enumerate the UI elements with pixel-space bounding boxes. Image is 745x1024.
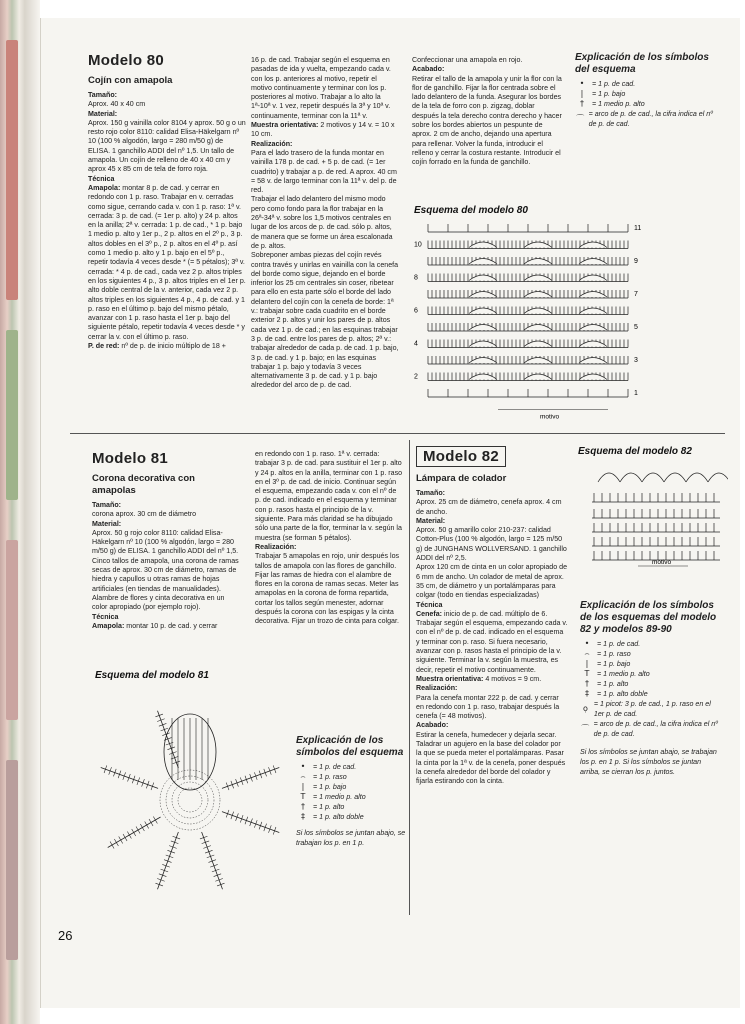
paragraph bbox=[416, 610, 568, 675]
picot-arc bbox=[686, 473, 708, 482]
row-number-label: 11 bbox=[634, 225, 642, 232]
legend-text: = 1 p. raso bbox=[597, 650, 631, 658]
paragraph-label: Acabado: bbox=[412, 65, 445, 74]
spoke-line bbox=[222, 812, 279, 833]
legend-item bbox=[575, 99, 715, 109]
row-number-label: 4 bbox=[414, 340, 418, 348]
paragraph bbox=[88, 175, 246, 184]
model-82-legend-note: Si los símbolos se juntan abajo, se trabajan los p. en 1 p. Si los símbolos se juntan arriba, se cierran los p. juntos. bbox=[580, 748, 717, 776]
chain-arc bbox=[579, 325, 607, 331]
model-82-title: Modelo 82 bbox=[416, 446, 506, 467]
legend-text: = 1 medio p. alto bbox=[592, 100, 645, 108]
chain-arc bbox=[469, 259, 497, 265]
paragraph bbox=[416, 731, 568, 740]
legend-item bbox=[575, 109, 715, 129]
model-81-legend-list bbox=[296, 762, 408, 822]
paragraph bbox=[255, 552, 403, 571]
paragraph-text: Trabajar 5 amapolas en rojo, unir después los tallos de amapola con las flores de ganchillo. bbox=[255, 552, 400, 570]
paragraph bbox=[88, 184, 246, 342]
stitch-symbol-icon: T bbox=[584, 669, 590, 678]
model-82-legend bbox=[580, 600, 720, 777]
paragraph-label: Muestra orientativa: bbox=[251, 121, 321, 130]
model-80-title: Modelo 80 bbox=[88, 52, 165, 69]
spoke-tick bbox=[114, 839, 118, 846]
picot-arc bbox=[620, 473, 642, 482]
paragraph bbox=[88, 100, 246, 109]
stitch-symbol-icon: ‡ bbox=[301, 812, 305, 821]
paragraph-label: Muestra orientativa: bbox=[416, 674, 486, 683]
paragraph-text: nº de p. de inicio múltiplo de 18 + bbox=[121, 342, 226, 351]
paragraph bbox=[251, 149, 399, 195]
paragraph-text: Sobreponer ambas piezas del cojín revés contra través y unirlas en vainilla con la cenefa del borde como sigue, dejando en el borde inferior los 25 cm centrales sin coser, ribetear para ello en esta parte sólo el borde del lado delantero del cojín con la cenefa de borde: 1ª v.: trabajar sobre cada cuadrito en el borde exterior 2 p. altos y unir los pares de p. altos cada vez 1 p. de cad.; en las esquinas trabajar 3 p. de cad. entre los pares de p. altos; 2ª v.: trabajar alrededor de cada p. de cad. 1 p. bajo, 3 p. de cad. y 1 p. bajo; en las esquinas trabajar 1 p. bajo y todavía 3 veces alternativamente 3 p. de cad. y 1 p. bajo alrededor del arco de p. de cad. bbox=[251, 251, 399, 390]
spoke-tick bbox=[123, 834, 127, 841]
model-80-finishing-text bbox=[412, 56, 562, 168]
legend-item bbox=[580, 679, 720, 689]
legend-item bbox=[580, 649, 720, 659]
paragraph bbox=[251, 121, 399, 140]
legend-item bbox=[296, 782, 408, 792]
paragraph-text: Aprox 120 cm de cinta en un color apropiado de 6 mm de ancho. Un colador de metal de aprox. 35 cm, de diámetro y un portalámparas para colgar (todo en tiendas especializadas) bbox=[416, 563, 568, 600]
stitch-symbol-icon: | bbox=[301, 782, 305, 791]
picot-arc bbox=[598, 473, 620, 482]
legend-item bbox=[580, 639, 720, 649]
chain-arc bbox=[469, 358, 497, 364]
spoke-line bbox=[202, 832, 223, 889]
picot-arc bbox=[664, 473, 686, 482]
chain-arc bbox=[579, 374, 607, 380]
paragraph-text: Cinco tallos de amapola, una corona de ramas secas de aprox. 30 cm de diámetro, ramas de hiedra y capullos u otras ramas de hojas artificiales (en tiendas de manualidades). Alambre de flores y cinta decorativa en un color apropiado (por ejemplo rojo). bbox=[92, 556, 239, 612]
model-82-column-1 bbox=[416, 446, 568, 787]
paragraph bbox=[251, 56, 399, 121]
legend-text: = arco de p. de cad., la cifra indica el nº de p. de cad. bbox=[588, 110, 713, 128]
model-80-column-2 bbox=[251, 56, 399, 391]
stitch-symbol-icon: • bbox=[300, 762, 306, 771]
paragraph bbox=[416, 563, 568, 600]
paragraph-label: Técnica bbox=[416, 600, 443, 609]
paragraph-label: Amapola: bbox=[92, 621, 127, 630]
row-number-label: 8 bbox=[414, 274, 418, 282]
chain-arc bbox=[579, 242, 607, 248]
round-ring bbox=[178, 788, 202, 812]
paragraph bbox=[92, 557, 240, 613]
model-80-legend-list bbox=[575, 79, 715, 129]
model-80-column-3 bbox=[412, 56, 562, 168]
model-80-text bbox=[88, 91, 246, 351]
paragraph-text: Para el lado trasero de la funda montar en vainilla 178 p. de cad. + 5 p. de cad. (= 1er cuadrito) y trabajar a p. de red. A aprox. 40 cm = 58 v. de largo terminar con la 11ª v. del p. de red. bbox=[251, 148, 397, 195]
paragraph-text: Aprox. 150 g vainilla color 8104 y aprox. 50 g o un resto rojo color 8110: calidad Elisa-Häkelgarn nº 10 (100 % algodón, largo = 280 m/50 g) de ELISA. 1 ganchillo ADDI del nº 1,5. Un tallo de amapola. Un cojín de relleno de 40 x 40 cm y aprox 45 x 85 cm de tela de forro roja. bbox=[88, 118, 246, 174]
stitch-symbol-icon: | bbox=[585, 659, 589, 668]
legend-text: = 1 p. alto doble bbox=[313, 813, 364, 821]
paragraph-text: 4 motivos = 9 cm. bbox=[485, 674, 542, 683]
paragraph-text: Retirar el tallo de la amapola y unir la flor con la flor de ganchillo. Fijar la flor centrada sobre el lado delantero de la funda. Asegurar los bordes de la tela de forro con p. zigzag, doblar después la tela derecho contra derecho y hacer sobre los bordes abiertos un pespunte de aprox. 2 cm de ancho, dejando una apertura para rellenar. Volver la funda, introducir el relleno y cerrar la costura restante. Introducir el cojín forrado en la funda de ganchillo. bbox=[412, 74, 562, 167]
paragraph bbox=[416, 740, 568, 786]
stitch-symbol-icon: T bbox=[300, 792, 306, 801]
paragraph bbox=[88, 342, 246, 351]
paragraph bbox=[412, 75, 562, 168]
model-81-text-continued bbox=[255, 450, 403, 627]
row-number-label: 5 bbox=[634, 324, 638, 331]
legend-text: = 1 p. de cad. bbox=[313, 763, 357, 771]
chain-arc bbox=[579, 308, 607, 314]
legend-item bbox=[296, 812, 408, 822]
model-80-column-1 bbox=[88, 52, 246, 351]
paragraph-text: Para la cenefa montar 222 p. de cad. y cerrar en redondo con 1 p. raso, trabajar después la cenefa (= 48 motivos). bbox=[416, 693, 560, 721]
row-number-label: 6 bbox=[414, 307, 418, 315]
row-number-label: 9 bbox=[634, 258, 638, 265]
paragraph bbox=[92, 613, 240, 622]
chain-arc bbox=[579, 275, 607, 281]
row-number-label: 7 bbox=[634, 291, 638, 298]
paragraph-label: Tamaño: bbox=[92, 501, 122, 509]
section-divider bbox=[70, 433, 725, 434]
paragraph-text: 2 motivos y 14 v. = 10 x 10 cm. bbox=[251, 121, 395, 139]
paragraph bbox=[416, 498, 568, 517]
paragraph bbox=[416, 694, 568, 722]
paragraph-text: montar 10 p. de cad. y cerrar bbox=[126, 621, 218, 630]
spoke-tick bbox=[110, 842, 114, 849]
paragraph bbox=[88, 91, 246, 100]
paragraph-label: Material: bbox=[92, 519, 122, 528]
motif-label: motivo bbox=[540, 413, 560, 421]
paragraph-text: Aprox. 40 x 40 cm bbox=[88, 100, 146, 109]
column-divider bbox=[409, 440, 410, 915]
chain-arc bbox=[579, 292, 607, 298]
model-81-subtitle: Corona decorativa con amapolas bbox=[92, 473, 195, 496]
paragraph-label: Técnica bbox=[92, 612, 119, 621]
legend-item bbox=[580, 659, 720, 669]
paragraph-label: Acabado: bbox=[416, 721, 449, 730]
stitch-symbol-icon: ⌢ bbox=[300, 772, 306, 781]
legend-text: = 1 p. raso bbox=[313, 773, 347, 781]
stitch-symbol-icon: ⌒ bbox=[576, 114, 585, 123]
stitch-symbol-icon: | bbox=[580, 89, 584, 98]
model-82-subtitle: Lámpara de colador bbox=[416, 473, 507, 484]
spoke-line bbox=[222, 768, 279, 789]
chain-arc bbox=[469, 325, 497, 331]
paragraph bbox=[92, 510, 240, 519]
legend-item bbox=[296, 802, 408, 812]
chain-arc bbox=[469, 292, 497, 298]
model-82-text bbox=[416, 489, 568, 787]
chain-arc bbox=[469, 308, 497, 314]
model-80-legend bbox=[575, 52, 715, 129]
spoke-tick bbox=[149, 819, 153, 826]
model-82-scheme-title: Esquema del modelo 82 bbox=[578, 446, 692, 457]
stitch-symbol-icon: ⌒ bbox=[581, 724, 590, 733]
chain-arc bbox=[469, 341, 497, 347]
chain-arc bbox=[469, 374, 497, 380]
paragraph-label: Material: bbox=[88, 109, 118, 118]
stitch-symbol-icon: ⌢ bbox=[584, 649, 590, 658]
paragraph bbox=[412, 56, 562, 65]
legend-text: = 1 p. bajo bbox=[592, 90, 626, 98]
model-81-text bbox=[92, 501, 240, 631]
paragraph bbox=[92, 529, 240, 557]
paragraph-text: inicio de p. de cad. múltiplo de 6. Trabajar según el esquema, empezando cada v. con el nº de p. de cad. indicado en el esquema y terminar con p. raso. Si fuera necesario, avanzar con p. rasos hasta el principio de la v. siguiente. Terminar la v. según la muestra, es decir, repetir el motivo continuamente. bbox=[416, 609, 568, 674]
paragraph-label: Material: bbox=[416, 516, 446, 525]
spoke-line bbox=[101, 768, 158, 789]
paragraph bbox=[251, 140, 399, 149]
legend-item bbox=[580, 689, 720, 699]
round-ring bbox=[172, 782, 208, 818]
paragraph-text: Aprox. 50 g amarillo color 210-237: calidad Cotton-Plus (100 % algodón, largo = 125 m/50 g) de JUNGHANS WOLLVERSAND. 1 ganchillo ADDI del nº 2,5. bbox=[416, 526, 567, 563]
paragraph bbox=[255, 543, 403, 552]
paragraph-text: Aprox. 25 cm de diámetro, cenefa aprox. 4 cm de ancho. bbox=[416, 498, 562, 516]
paragraph bbox=[92, 520, 240, 529]
legend-text: = 1 p. de cad. bbox=[597, 640, 641, 648]
round-ring bbox=[166, 776, 214, 824]
legend-text: = 1 p. alto bbox=[313, 803, 345, 811]
row-number-label: 1 bbox=[634, 390, 638, 397]
paragraph bbox=[92, 501, 240, 510]
spoke-line bbox=[158, 832, 179, 889]
legend-item bbox=[575, 89, 715, 99]
legend-text: = arco de p. de cad., la cifra indica el nº de p. de cad. bbox=[593, 720, 718, 738]
spoke-line bbox=[108, 817, 161, 848]
paragraph-text: Taladrar un agujero en la base del colador por la que se pueda meter el portalámparas. Pasar la cinta por la 1ª v. de la cenefa, poner después la cenefa alrededor del borde del colador y fijarla estirando con la cinta. bbox=[416, 740, 566, 786]
page-number: 26 bbox=[58, 928, 73, 943]
model-81-column-1 bbox=[92, 450, 240, 631]
paragraph bbox=[92, 622, 240, 631]
legend-text: = 1 p. alto bbox=[597, 680, 629, 688]
model-82-legend-list bbox=[580, 639, 720, 739]
spoke-tick bbox=[140, 824, 144, 831]
model-80-legend-title: Explicación de los símbolos del esquema bbox=[575, 52, 709, 75]
stitch-symbol-icon: • bbox=[579, 79, 585, 88]
legend-item bbox=[580, 719, 720, 739]
paragraph bbox=[416, 675, 568, 684]
paragraph bbox=[416, 517, 568, 526]
model-82-crochet-chart bbox=[578, 460, 728, 570]
spoke-tick bbox=[132, 829, 136, 836]
legend-item bbox=[580, 669, 720, 679]
legend-item bbox=[296, 772, 408, 782]
model-81-scheme-title: Esquema del modelo 81 bbox=[95, 670, 209, 681]
paragraph bbox=[416, 601, 568, 610]
paragraph bbox=[416, 721, 568, 730]
paragraph-label: Tamaño: bbox=[416, 489, 446, 497]
row-number-label: 3 bbox=[634, 357, 638, 364]
paragraph-text: Aprox. 50 g rojo color 8110: calidad Elisa-Häkelgarn nº 10 (100 % algodón, largo = 280 m/50 g) de ELISA. 1 ganchillo ADDI del nº 1,5. bbox=[92, 528, 239, 556]
picot-arc bbox=[708, 473, 728, 482]
model-81-column-2 bbox=[255, 450, 403, 627]
paragraph bbox=[251, 195, 399, 251]
paragraph bbox=[255, 450, 403, 543]
paragraph bbox=[88, 119, 246, 175]
spoke-tick bbox=[127, 832, 131, 839]
legend-text: = 1 picot: 3 p. de cad., 1 p. raso en el 1er p. de cad. bbox=[593, 700, 711, 718]
paragraph-text: en redondo con 1 p. raso. 1ª v. cerrada: trabajar 3 p. de cad. para sustituir el 1er p. alto y 24 p. altos en la anilla, terminar con 1 p. raso en el 3º p. de cad. de inicio. Continuar según el esquema, empezando cada v. con el nº de p. de cad. indicado en el esquema y terminar con p. rasos hasta el principio de la v. siguiente. Para más claridad se ha dibujado sólo una parte de la flor, terminar la v. según la muestra (se forman 5 pétalos). bbox=[255, 450, 403, 542]
paragraph-label: Cenefa: bbox=[416, 609, 444, 618]
paragraph-label: Amapola: bbox=[88, 183, 123, 192]
paragraph bbox=[416, 526, 568, 563]
chain-arc bbox=[469, 275, 497, 281]
paragraph bbox=[416, 489, 568, 498]
model-81-legend-note: Si los símbolos se juntan abajo, se trabajan los p. en 1 p. bbox=[296, 829, 406, 847]
model-80-subtitle: Cojín con amapola bbox=[88, 75, 173, 86]
model-81-legend bbox=[296, 735, 408, 848]
model-81-crochet-chart bbox=[92, 682, 288, 918]
legend-item bbox=[580, 699, 720, 719]
legend-text: = 1 p. de cad. bbox=[592, 80, 636, 88]
paragraph-label: Realización: bbox=[416, 684, 458, 693]
paragraph-text: Confeccionar una amapola en rojo. bbox=[412, 56, 523, 64]
paragraph-label: Tamaño: bbox=[88, 91, 118, 99]
book-spine-edge bbox=[0, 0, 40, 1024]
paragraph-text: Estirar la cenefa, humedecer y dejarla secar. bbox=[416, 730, 557, 739]
legend-text: = 1 medio p. alto bbox=[597, 670, 650, 678]
paragraph-text: Fijar las ramas de hiedra con el alambre de flores en la corona de ramas secas. Meter las amapolas en la corona de forma repartida, cortar los tallos según menester, adornar después la corona con las espigas y la cinta decorativa. Fijar un trozo de cinta para colgar. bbox=[255, 570, 399, 626]
stitch-symbol-icon: † bbox=[580, 99, 584, 108]
chain-arc bbox=[579, 358, 607, 364]
picot-arc bbox=[642, 473, 664, 482]
paragraph bbox=[88, 110, 246, 119]
model-81-title: Modelo 81 bbox=[92, 450, 169, 467]
stitch-symbol-icon: † bbox=[585, 679, 589, 688]
legend-item bbox=[296, 792, 408, 802]
paragraph-text: Trabajar el lado delantero del mismo modo pero como fondo para la flor trabajar en la 26ª-34ª v. sobre los 1,5 motivos centrales en lugar de los arcos de p. de cad. sólo p. altos, de manera que se forme un área escalonada de p. altos. bbox=[251, 195, 393, 250]
model-80-crochet-chart bbox=[412, 218, 652, 424]
spoke-tick bbox=[145, 822, 149, 829]
stitch-symbol-icon: ọ bbox=[582, 704, 588, 713]
row-number-label: 10 bbox=[414, 241, 422, 249]
legend-text: = 1 medio p. alto bbox=[313, 793, 366, 801]
spoke-tick bbox=[119, 837, 123, 844]
paragraph-label: Realización: bbox=[251, 139, 293, 148]
spoke-tick bbox=[153, 817, 157, 824]
chain-arc bbox=[469, 242, 497, 248]
paragraph-text: corona aprox. 30 cm de diámetro bbox=[92, 510, 197, 519]
paragraph bbox=[412, 65, 562, 74]
paragraph-text: 16 p. de cad. Trabajar según el esquema en pasadas de ida y vuelta, empezando cada v. con los p. anteriores al motivo, repetir el motivo continuamente y terminar con los p. posteriores al motivo. Trabajar a lo alto la 1ª-10ª v. 1 vez, repetir después la 3ª y 10ª v. continuamente, terminar con la 11ª v. bbox=[251, 56, 391, 120]
chain-arc bbox=[579, 341, 607, 347]
paragraph bbox=[416, 684, 568, 693]
model-80-text-continued bbox=[251, 56, 399, 391]
paragraph bbox=[255, 571, 403, 627]
stitch-symbol-icon: † bbox=[301, 802, 305, 811]
chain-arc bbox=[579, 259, 607, 265]
model-80-scheme-title: Esquema del modelo 80 bbox=[414, 205, 528, 216]
stitch-symbol-icon: ‡ bbox=[585, 689, 589, 698]
paragraph-label: Técnica bbox=[88, 174, 115, 183]
legend-item bbox=[296, 762, 408, 772]
spoke-tick bbox=[136, 827, 140, 834]
stitch-symbol-icon: • bbox=[584, 639, 590, 648]
paragraph-label: P. de red: bbox=[88, 342, 122, 351]
paragraph-label: Realización: bbox=[255, 542, 297, 551]
spoke-line bbox=[158, 711, 179, 768]
motif-label: motivo bbox=[652, 559, 672, 566]
paragraph bbox=[251, 251, 399, 390]
legend-item bbox=[575, 79, 715, 89]
paragraph-text: montar 8 p. de cad. y cerrar en redondo con 1 p. raso. Trabajar en v. cerradas como sigue, cerrando cada v. con 1 p. raso: 1ª v. cerrada: 3 p. de cad. (= 1er p. alto) y 24 p. altos en la anilla; 2ª v. cerrada: 1 p. de cad., * 1 p. bajo 1 medio p. alto y 1er p., 2 p. altos en el 2º p., 3 p. altos dobles en el 3º p., 2 p. altos en el 4º p. así como 1 medio p. alto y 1 p. bajo en el 5º p., repetir todavía 4 veces desde * (= 5 pétalos); 3ª v. cerrada: * 4 p. de cad., cada vez 2 p. altos triples en los siguientes 4 p., 3 p. altos triples en el 1er p. alto doble central de la v. anterior, cada vez 2 p. altos triples en los siguientes 4 p., 4 p. de cad. y 1 p. raso en el último p. bajo del mismo pétalo, avanzar con 1 p. raso hasta el 1er p. bajo del siguiente pétalo, repetir todavía 4 veces desde * y cerrar la v. con el último p. raso. bbox=[88, 183, 246, 341]
model-81-legend-title: Explicación de los símbolos del esquema bbox=[296, 735, 404, 758]
model-82-legend-title: Explicación de los símbolos de los esquemas del modelo 82 y modelos 89-90 bbox=[580, 600, 717, 635]
legend-text: = 1 p. bajo bbox=[597, 660, 631, 668]
legend-text: = 1 p. bajo bbox=[313, 783, 347, 791]
legend-text: = 1 p. alto doble bbox=[597, 690, 648, 698]
row-number-label: 2 bbox=[414, 373, 418, 381]
